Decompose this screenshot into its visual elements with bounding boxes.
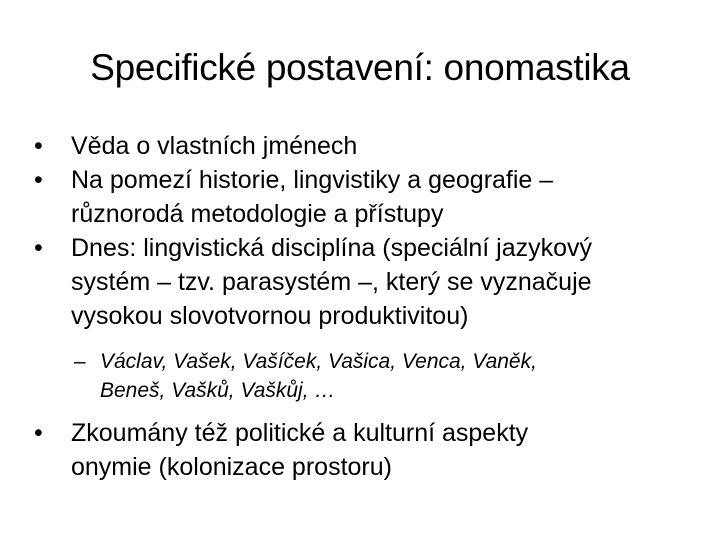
bullet-text: Věda o vlastních jménech [71,132,358,160]
sub-bullet-marker: – [74,350,86,373]
sub-bullet-text: Václav, Vašek, Vašíček, Vašica, Venca, Vaněk, [100,350,537,373]
sub-bullet-item [34,347,694,405]
bullet-text: vysokou slovotvornou produktivitou) [71,302,469,330]
bullet-text: Na pomezí historie, lingvistiky a geografie – [71,166,554,194]
bullet-item [34,416,694,484]
bullet-text: onymie (kolonizace prostoru) [71,453,392,481]
bullet-item [34,231,694,333]
bullet-text: různorodá metodologie a přístupy [71,200,444,228]
bullet-text: Dnes: lingvistická disciplína (speciální jazykový [71,234,593,262]
bullet-text: Zkoumány též politické a kulturní aspekty [71,419,529,447]
slide-title: Specifické postavení: onomastika [90,47,630,88]
bullet-text: systém – tzv. parasystém –, který se vyznačuje [71,268,592,296]
bullet-marker: • [34,132,43,160]
sub-bullet-text: Beneš, Vašků, Vaškůj, … [100,379,336,402]
bullet-marker: • [34,166,43,194]
bullet-list [34,129,694,484]
bullet-item [34,163,694,231]
bullet-marker: • [34,419,43,447]
bullet-item [34,129,694,163]
bullet-marker: • [34,234,43,262]
